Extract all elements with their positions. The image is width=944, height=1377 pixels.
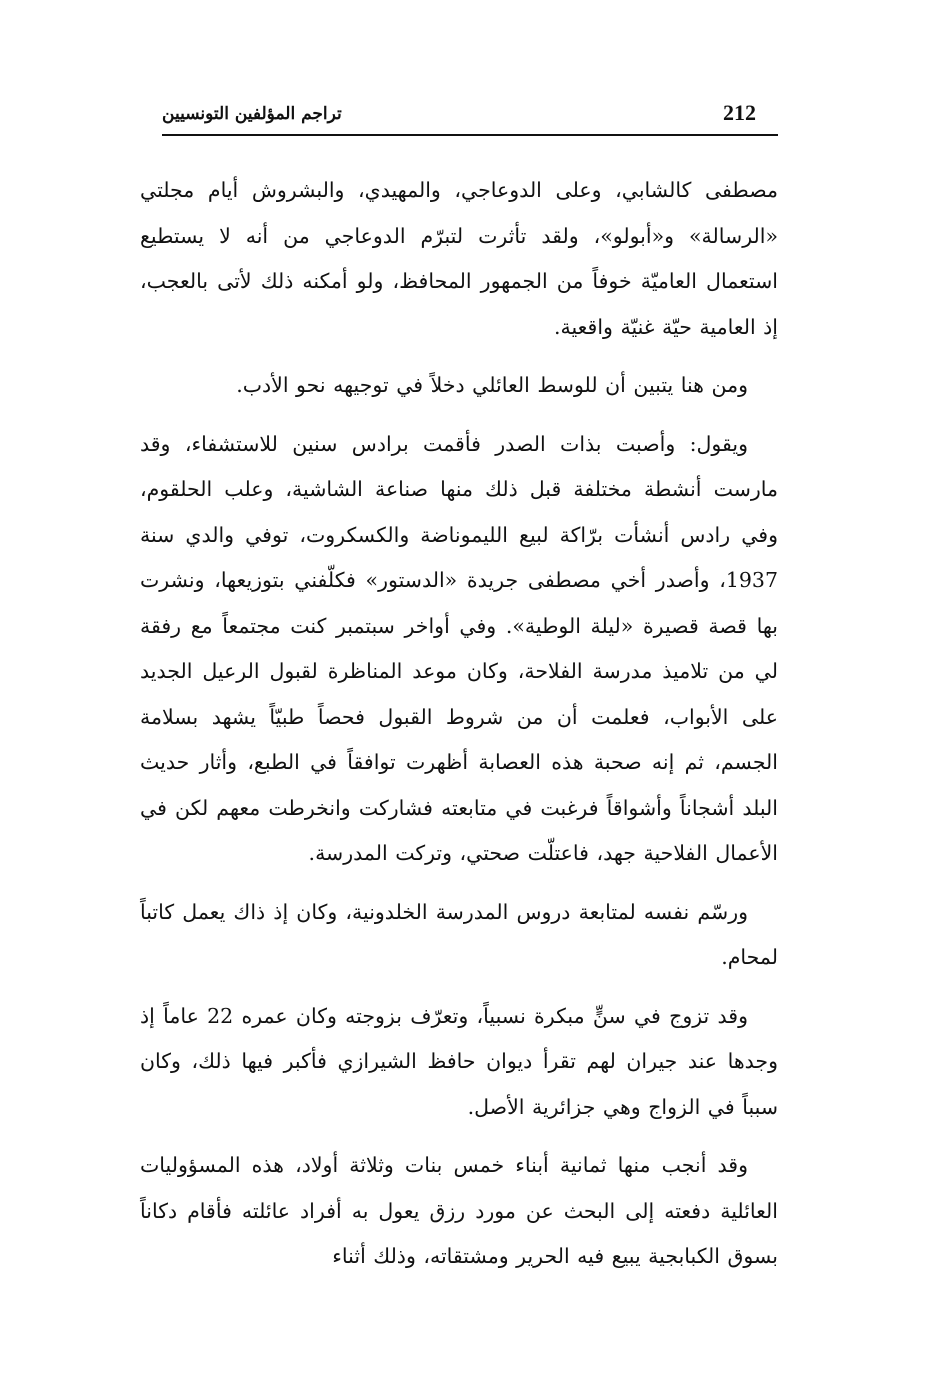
page-number: 212	[723, 100, 756, 125]
paragraph: ويقول: وأصبت بذات الصدر فأقمت برادس سنين للاستشفاء، وقد مارست أنشطة مختلفة قبل ذلك منها صناعة الشاشية، وعلب الحلقوم، وفي رادس أنشأت برّاكة لبيع الليموناضة والكسكروت، توفي والدي سنة 1937، وأصدر أخي مصطفى جريدة «الدستور» فكلّفني بتوزيعها، ونشرت بها قصة قصيرة «ليلة الوطية». وفي أواخر سبتمبر كنت مجتمعاً مع رفقة لي من تلاميذ مدرسة الفلاحة، وكان موعد المناظرة لقبول الرعيل الجديد على الأبواب، فعلمت أن من شروط القبول فحصاً طبيّاً يشهد بسلامة الجسم، ثم إنه صحبة هذه العصابة أظهرت توافقاً في الطبع، وأثار حديث البلد أشجاناً وأشواقاً فرغبت في متابعته فشاركت وانخرطت معهم لكن في الأعمال الفلاحية جهد، فاعتلّت صحتي، وتركت المدرسة.	[140, 431, 778, 865]
running-title: تراجم المؤلفين التونسيين	[162, 104, 342, 124]
paragraph: وقد أنجب منها ثمانية أبناء خمس بنات وثلاثة أولاد، هذه المسؤوليات العائلية دفعته إلى البحث عن مورد رزق يعول به أفراد عائلته فأقام دكاناً بسوق الكبابجية يبيع فيه الحرير ومشتقاته، وذلك أثناء	[140, 1153, 778, 1268]
body-text	[140, 168, 778, 1293]
page-header	[162, 100, 778, 136]
paragraph: ومن هنا يتبين أن للوسط العائلي دخلاً في توجيهه نحو الأدب.	[236, 373, 748, 397]
paragraph: ورسّم نفسه لمتابعة دروس المدرسة الخلدونية، وكان إذ ذاك يعمل كاتباً لمحام.	[140, 899, 778, 969]
paragraph: مصطفى كالشابي، وعلى الدوعاجي، والمهيدي، والبشروش أيام مجلتي «الرسالة» و«أبولو»، ولقد تأثرت لتبرّم الدوعاجي من أنه لا يستطيع استعمال العاميّة خوفاً من الجمهور المحافظ، ولو أمكنه ذلك لأتى بالعجب، إذ العامية حيّة غنيّة واقعية.	[140, 178, 778, 339]
paragraph: وقد تزوج في سنٍّ مبكرة نسبياً، وتعرّف بزوجته وكان عمره 22 عاماً إذ وجدها عند جيران لهم تقرأ ديوان حافظ الشيرازي فأكبر فيها ذلك، وكان سبباً في الزواج وهي جزائرية الأصل.	[140, 1003, 778, 1119]
